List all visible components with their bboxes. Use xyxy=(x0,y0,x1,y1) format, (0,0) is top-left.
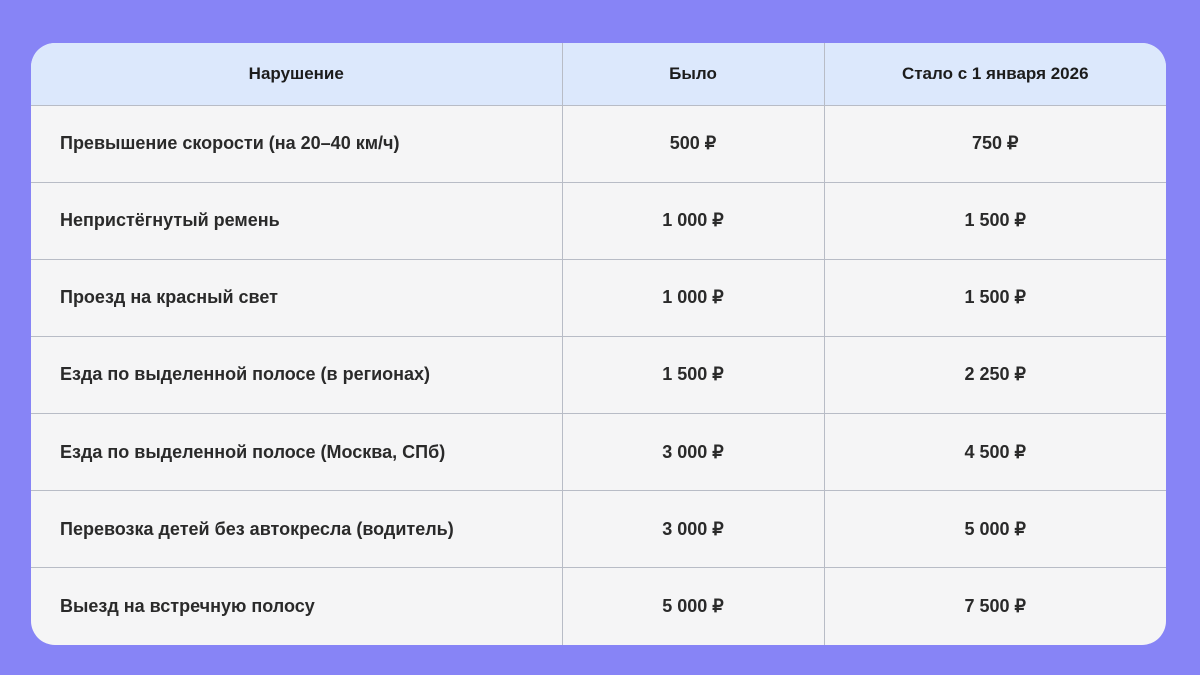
violation-cell: Перевозка детей без автокресла (водитель) xyxy=(31,491,562,568)
table-row xyxy=(31,568,1166,645)
table-row xyxy=(31,259,1166,336)
before-cell: 5 000 ₽ xyxy=(562,568,824,645)
after-cell: 1 500 ₽ xyxy=(824,182,1166,259)
after-cell: 7 500 ₽ xyxy=(964,596,1026,617)
violation-cell: Выезд на встречную полосу xyxy=(31,568,562,645)
table-header-row xyxy=(31,43,1166,105)
before-cell: 1 500 ₽ xyxy=(562,336,824,413)
fines-table xyxy=(31,43,1166,645)
header-after: Стало с 1 января 2026 xyxy=(824,43,1166,105)
before-cell: 1 000 ₽ xyxy=(562,259,824,336)
table-row xyxy=(31,336,1166,413)
header-violation: Нарушение xyxy=(31,43,562,105)
before-cell: 1 000 ₽ xyxy=(562,182,824,259)
table-row xyxy=(31,105,1166,182)
after-cell: 750 ₽ xyxy=(824,105,1166,182)
after-cell: 1 500 ₽ xyxy=(824,259,1166,336)
table-row xyxy=(31,414,1166,491)
violation-cell: Езда по выделенной полосе (в регионах) xyxy=(31,336,562,413)
table-row xyxy=(31,491,1166,568)
after-cell: 5 000 ₽ xyxy=(824,491,1166,568)
fines-table-card xyxy=(31,43,1166,645)
violation-cell: Проезд на красный свет xyxy=(31,259,562,336)
after-cell: 4 500 ₽ xyxy=(824,414,1166,491)
after-cell: 2 250 ₽ xyxy=(824,336,1166,413)
header-before: Было xyxy=(562,43,824,105)
before-cell: 500 ₽ xyxy=(562,105,824,182)
violation-cell: Непристёгнутый ремень xyxy=(31,182,562,259)
before-cell: 3 000 ₽ xyxy=(562,414,824,491)
before-cell: 3 000 ₽ xyxy=(562,491,824,568)
table-row xyxy=(31,182,1166,259)
violation-cell: Езда по выделенной полосе (Москва, СПб) xyxy=(31,414,562,491)
violation-cell: Превышение скорости (на 20–40 км/ч) xyxy=(31,105,562,182)
